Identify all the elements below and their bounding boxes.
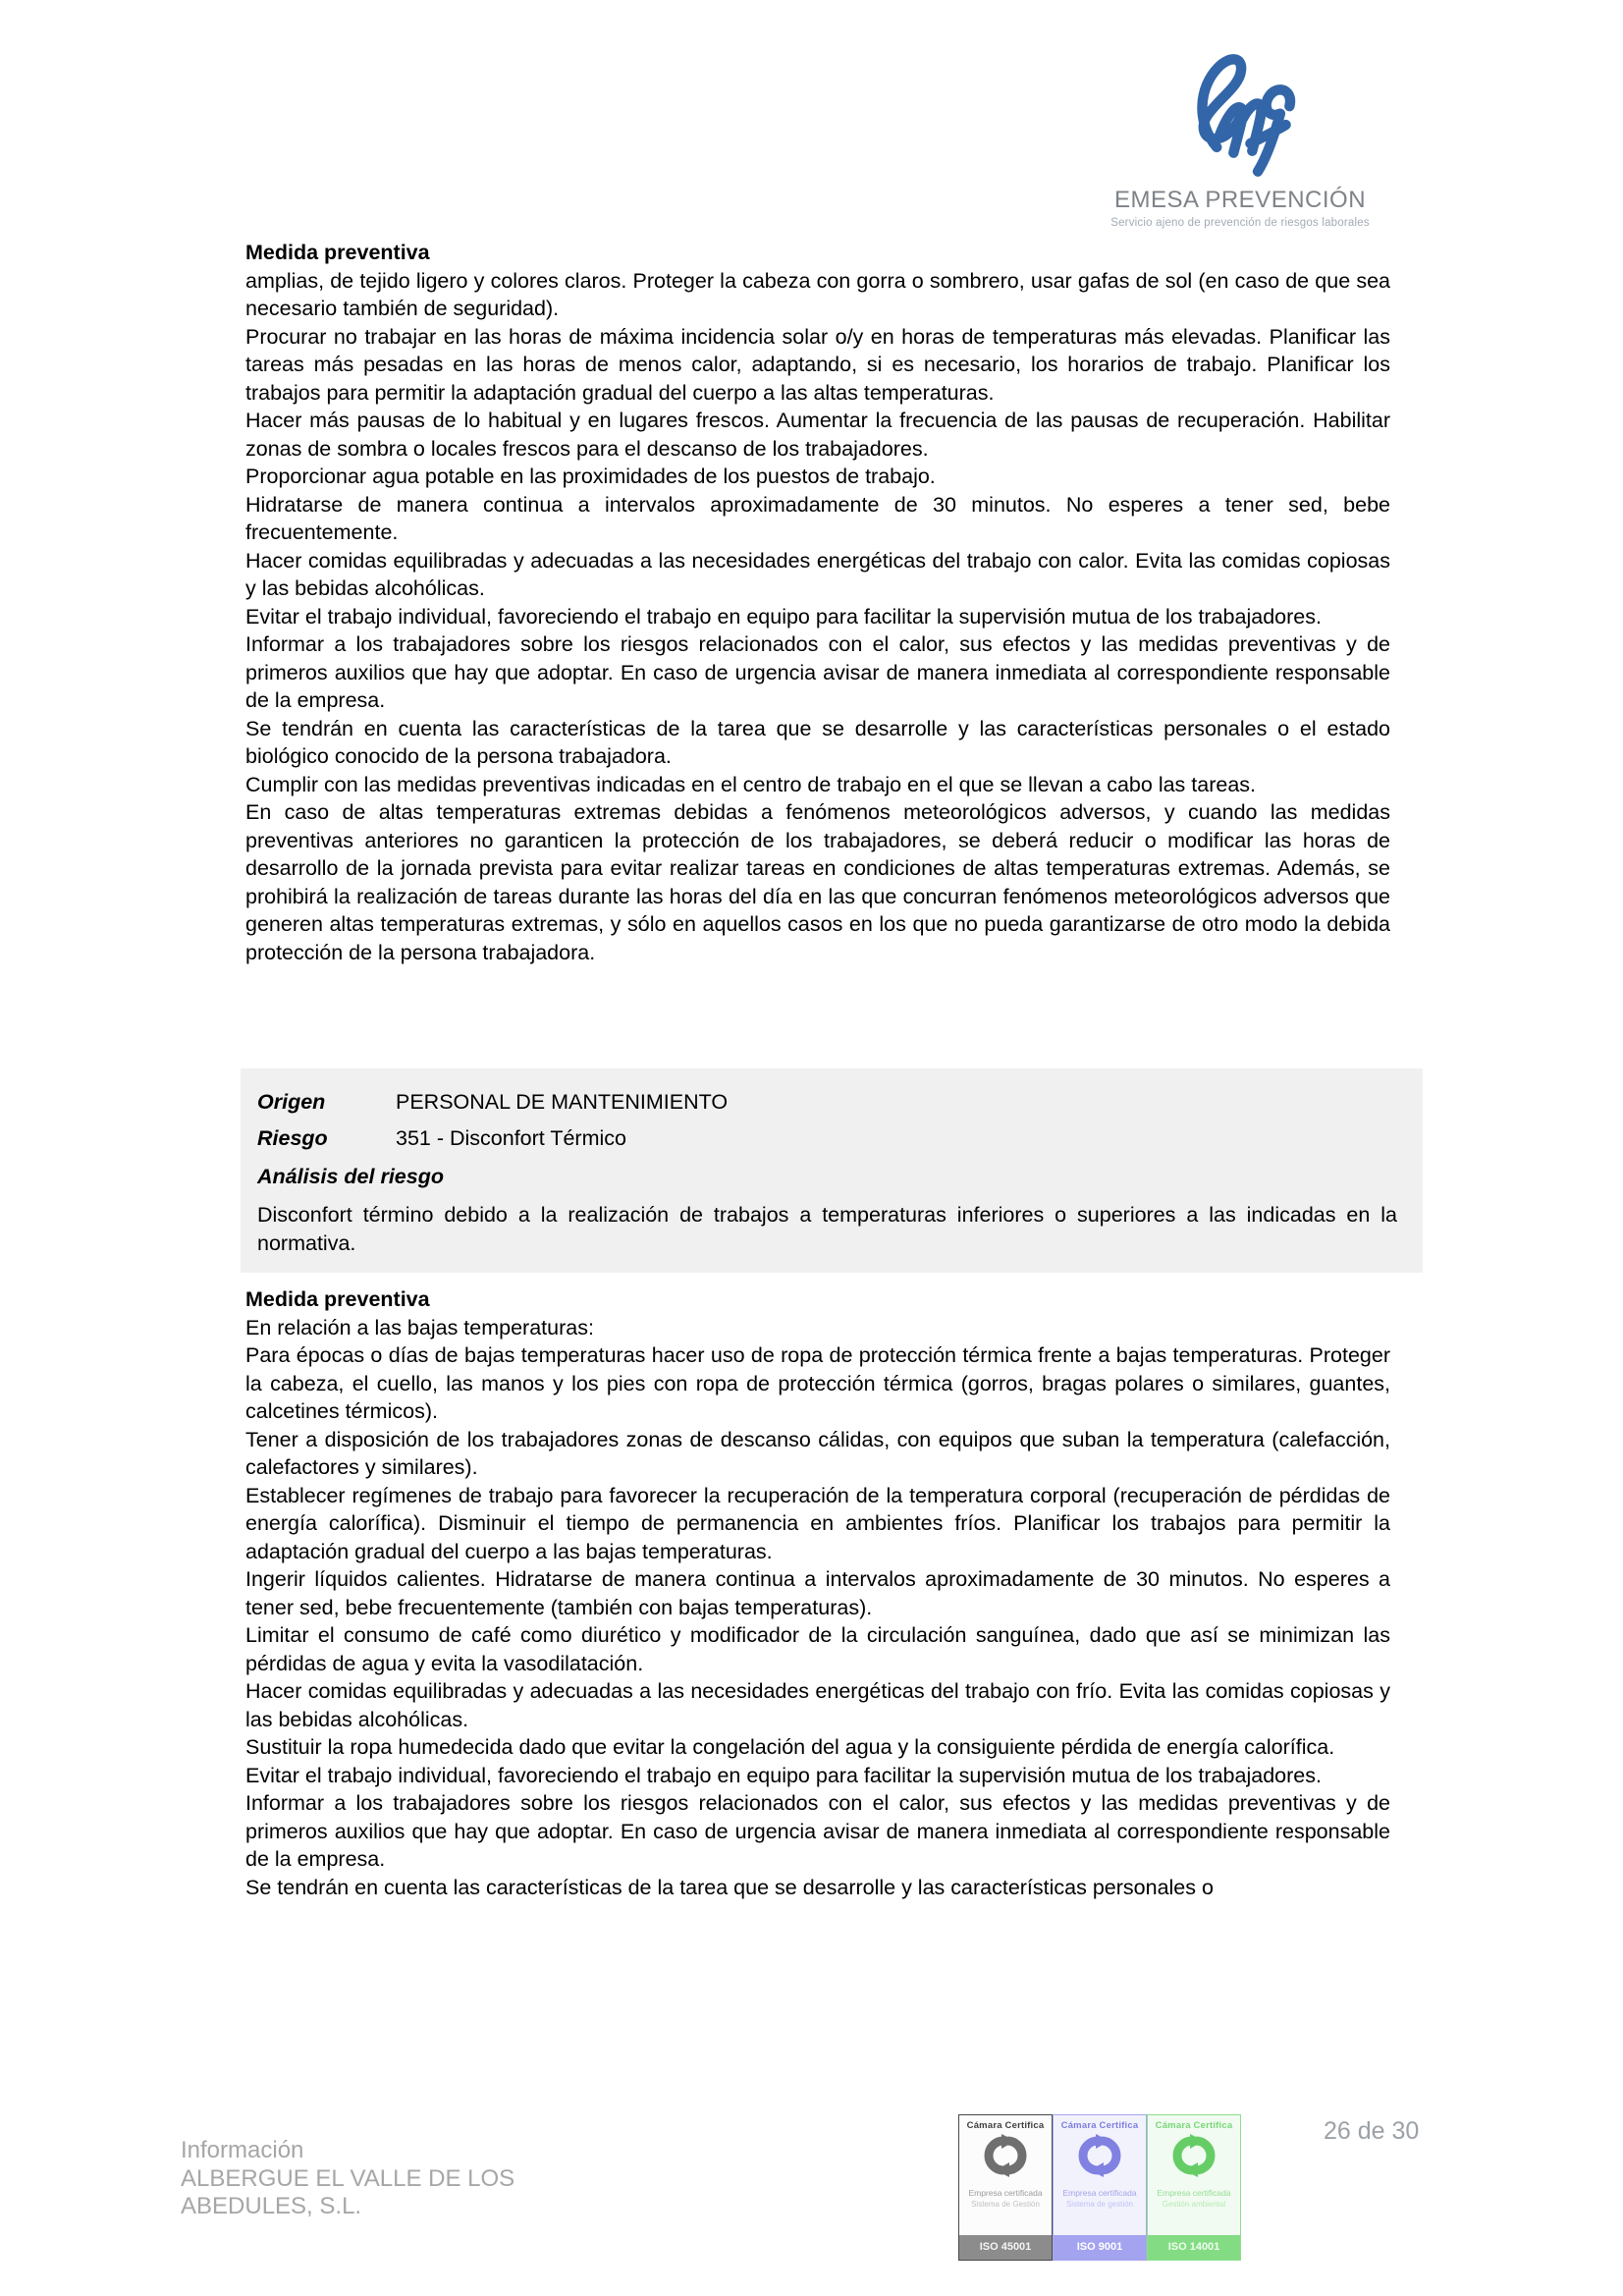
cert-badge-title: Cámara Certifica bbox=[1155, 2120, 1233, 2131]
cert-badge-line2: Sistema de Gestión bbox=[971, 2200, 1040, 2209]
brand-tagline: Servicio ajeno de prevención de riesgos laborales bbox=[1110, 217, 1370, 229]
cc-arrows-icon bbox=[1054, 2133, 1146, 2183]
brand-name: EMESA PREVENCIÓN bbox=[1113, 187, 1367, 213]
paragraph: Establecer regímenes de trabajo para favorecer la recuperación de la temperatura corporal (recuperación de pérdidas de energía calorífica). Disminuir el tiempo de permanencia en ambientes fríos. Planificar los trabajos para permitir la adaptación gradual del cuerpo a las bajas temperaturas. bbox=[245, 1483, 1390, 1563]
cc-arrows-icon bbox=[1148, 2133, 1240, 2183]
iso-9001-label: ISO 9001 bbox=[1054, 2235, 1146, 2260]
paragraph: Se tendrán en cuenta las características de la tarea que se desarrolle y las características personales o el estado biológico conocido de la persona trabajadora. bbox=[245, 716, 1390, 768]
cert-badge-line1: Empresa certificada bbox=[1062, 2188, 1137, 2198]
document-body bbox=[245, 239, 1397, 1901]
origen-value: PERSONAL DE MANTENIMIENTO bbox=[396, 1090, 729, 1114]
medida-preventiva-heading-2: Medida preventiva bbox=[245, 1287, 430, 1311]
paragraph: Hacer comidas equilibradas y adecuadas a las necesidades energéticas del trabajo con calor. Evita las comidas copiosas y las bebidas alcohólicas. bbox=[245, 548, 1390, 600]
risk-description: Disconfort término debido a la realización de trabajos a temperaturas inferiores o superiores a las indicadas en la normativa. bbox=[257, 1203, 1397, 1255]
paragraph: Procurar no trabajar en las horas de máxima incidencia solar o/y en horas de temperaturas más elevadas. Planificar las tareas más pesadas en las horas de menos calor, adaptando, si es necesario, los horarios de trabajo. Planificar los trabajos para permitir la adaptación gradual del cuerpo a las altas temperaturas. bbox=[245, 324, 1390, 405]
iso-14001-label: ISO 14001 bbox=[1148, 2235, 1240, 2260]
iso-45001-label: ISO 45001 bbox=[959, 2235, 1052, 2260]
paragraph: Se tendrán en cuenta las características de la tarea que se desarrolle y las características personales o bbox=[245, 1875, 1214, 1899]
medida-preventiva-heading-1: Medida preventiva bbox=[245, 241, 430, 264]
origen-label: Origen bbox=[257, 1090, 326, 1114]
origen-row bbox=[257, 1087, 1397, 1117]
page-number: 26 de 30 bbox=[1324, 2117, 1420, 2145]
cert-badge-title: Cámara Certifica bbox=[966, 2120, 1045, 2131]
cert-badge-title: Cámara Certifica bbox=[1060, 2120, 1139, 2131]
paragraph: Informar a los trabajadores sobre los riesgos relacionados con el calor, sus efectos y las medidas preventivas y de primeros auxilios que hay que adoptar. En caso de urgencia avisar de manera inmediata al correspondiente responsable de la empresa. bbox=[245, 1791, 1390, 1871]
cert-badge-line2: Sistema de gestión bbox=[1065, 2200, 1134, 2209]
paragraph: Evitar el trabajo individual, favoreciendo el trabajo en equipo para facilitar la supervisión mutua de los trabajadores. bbox=[245, 1763, 1322, 1787]
paragraph: amplias, de tejido ligero y colores claros. Proteger la cabeza con gorra o sombrero, usar gafas de sol (en caso de que sea necesario también de seguridad). bbox=[245, 268, 1390, 320]
paragraph: Informar a los trabajadores sobre los riesgos relacionados con el calor, sus efectos y las medidas preventivas y de primeros auxilios que hay que adoptar. En caso de urgencia avisar de manera inmediata al correspondiente responsable de la empresa. bbox=[245, 632, 1390, 712]
paragraph: Tener a disposición de los trabajadores zonas de descanso cálidas, con equipos que suban la temperatura (calefacción, calefactores y similares). bbox=[245, 1427, 1390, 1479]
brand-header bbox=[1093, 33, 1387, 229]
cc-arrows-icon bbox=[959, 2133, 1052, 2183]
cert-badge-iso14001 bbox=[1147, 2114, 1241, 2261]
emesa-logo-icon bbox=[1093, 33, 1387, 183]
paragraph: Cumplir con las medidas preventivas indicadas en el centro de trabajo en el que se llevan a cabo las tareas. bbox=[245, 772, 1257, 796]
riesgo-value: 351 - Disconfort Térmico bbox=[396, 1126, 626, 1150]
medida-1-paragraph-list bbox=[245, 267, 1390, 967]
riesgo-label: Riesgo bbox=[257, 1126, 328, 1150]
paragraph: Limitar el consumo de café como diurético y modificador de la circulación sanguínea, dado que así se minimizan las pérdidas de agua y evita la vasodilatación. bbox=[245, 1623, 1390, 1675]
paragraph: En relación a las bajas temperaturas: bbox=[245, 1315, 594, 1339]
paragraph: Proporcionar agua potable en las proximidades de los puestos de trabajo. bbox=[245, 465, 936, 488]
risk-box bbox=[241, 1068, 1423, 1273]
paragraph: En caso de altas temperaturas extremas debidas a fenómenos meteorológicos adversos, y cuando las medidas preventivas anteriores no garanticen la protección de los trabajadores, se deberá reducir o modificar las horas de desarrollo de la jornada prevista para evitar realizar tareas en condiciones de altas temperaturas extremas. Además, se prohibirá la realización de tareas durante las horas del día en las que concurran fenómenos meteorológicos adversos que generen altas temperaturas extremas, y sólo en aquellos casos en los que no pueda garantizarse de otro modo la debida protección de la persona trabajadora. bbox=[245, 800, 1390, 964]
cert-badge-line1: Empresa certificada bbox=[968, 2188, 1043, 2198]
paragraph: Sustituir la ropa humedecida dado que evitar la congelación del agua y la consiguiente pérdida de energía calorífica. bbox=[245, 1735, 1335, 1759]
cert-badge-line1: Empresa certificada bbox=[1157, 2188, 1231, 2198]
footer-company-line2: ABEDULES, S.L. bbox=[181, 2193, 362, 2219]
certification-badges bbox=[958, 2114, 1241, 2261]
footer-company-line1: ALBERGUE EL VALLE DE LOS bbox=[181, 2164, 515, 2192]
cert-badge-iso9001 bbox=[1053, 2114, 1147, 2261]
riesgo-row bbox=[257, 1123, 1397, 1153]
cert-badge-line2: Gestión ambiental bbox=[1162, 2200, 1226, 2209]
paragraph: Para épocas o días de bajas temperaturas hacer uso de ropa de protección térmica frente a bajas temperaturas. Proteger la cabeza, el cuello, las manos y los pies con ropa de protección térmica (gorros, bragas polares o similares, guantes, calcetines térmicos). bbox=[245, 1343, 1390, 1423]
footer-company-info bbox=[181, 2137, 514, 2221]
medida-2-paragraph-list bbox=[245, 1314, 1390, 1902]
paragraph: Ingerir líquidos calientes. Hidratarse de manera continua a intervalos aproximadamente de 30 minutos. No esperes a tener sed, bebe frecuentemente (también con bajas temperaturas). bbox=[245, 1567, 1390, 1619]
paragraph: Hidratarse de manera continua a intervalos aproximadamente de 30 minutos. No esperes a tener sed, bebe frecuentemente. bbox=[245, 492, 1390, 544]
footer-info-label: Información bbox=[181, 2137, 304, 2163]
cert-badge-iso45001 bbox=[958, 2114, 1053, 2261]
paragraph: Evitar el trabajo individual, favoreciendo el trabajo en equipo para facilitar la supervisión mutua de los trabajadores. bbox=[245, 604, 1322, 629]
paragraph: Hacer más pausas de lo habitual y en lugares frescos. Aumentar la frecuencia de las pausas de recuperación. Habilitar zonas de sombra o locales frescos para el descanso de los trabajadores. bbox=[245, 409, 1390, 461]
analisis-del-riesgo-label: Análisis del riesgo bbox=[257, 1165, 444, 1188]
paragraph: Hacer comidas equilibradas y adecuadas a las necesidades energéticas del trabajo con frío. Evita las comidas copiosas y las bebidas alcohólicas. bbox=[245, 1679, 1390, 1731]
